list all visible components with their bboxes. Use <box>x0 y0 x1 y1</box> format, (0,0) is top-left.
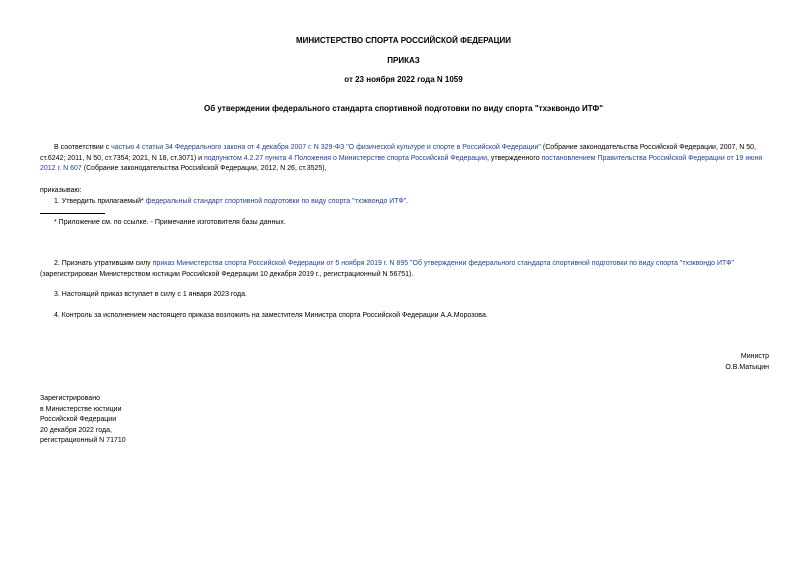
signature-position: Министр <box>740 353 769 360</box>
preamble-text-4: (Собрание законодательства Российской Федерации, 2012, N 26, ст.3525), <box>81 165 327 173</box>
order-item-3: 3. Настоящий приказ вступает в силу с 1 января 2023 года. <box>54 291 247 298</box>
law-329-link[interactable]: частью 4 статьи 34 Федерального закона от 4 декабря 2007 г. N 329-ФЗ "О физической культуре и спорте в Российской Федерации" <box>111 144 541 151</box>
footnote: * Приложение см. по ссылке. - Примечание изготовителя базы данных. <box>54 219 286 226</box>
item1-text-1: 1. Утвердить прилагаемый* <box>54 198 146 205</box>
date-number-heading: от 23 ноября 2022 года N 1059 <box>344 75 463 84</box>
footnote-separator <box>40 213 105 214</box>
registration-line-3: Российской Федерации <box>40 416 117 424</box>
order-item-1 <box>54 197 408 208</box>
registration-line-4: 20 декабря 2022 года, <box>40 426 112 434</box>
registration-block <box>40 394 126 447</box>
registration-line-2: в Министерстве юстиции <box>40 405 122 413</box>
item2-text-2: (зарегистрирован Министерством юстиции Российской Федерации 10 декабря 2019 г., регистрационный N 56751). <box>40 270 414 278</box>
registration-line-1: Зарегистрировано <box>40 395 100 402</box>
order-item-4: 4. Контроль за исполнением настоящего приказа возложить на заместителя Министра спорта Российской Федерации А.А.Морозова. <box>54 312 488 319</box>
repealed-order-link[interactable]: приказ Министерства спорта Российской Федерации от 5 ноября 2019 г. N 895 "Об утверждении федерального стандарта спортивной подготовки по виду спорта "тхэквондо ИТФ" <box>152 260 734 267</box>
order-item-2 <box>40 259 770 280</box>
preamble-text-1: В соответствии с <box>54 144 112 151</box>
preamble-paragraph <box>40 143 770 175</box>
item1-text-2: . <box>406 198 409 205</box>
federal-standard-link[interactable]: федеральный стандарт спортивной подготовки по виду спорта "тхэквондо ИТФ" <box>145 198 407 205</box>
document-title: Об утверждении федерального стандарта спортивной подготовки по виду спорта "тхэквондо ИТФ" <box>203 104 604 113</box>
doc-type-heading: ПРИКАЗ <box>387 56 420 65</box>
ministry-heading: МИНИСТЕРСТВО СПОРТА РОССИЙСКОЙ ФЕДЕРАЦИИ <box>295 36 512 45</box>
registration-line-5: регистрационный N 71710 <box>40 437 126 445</box>
item2-text-1: 2. Признать утратившим силу <box>54 260 153 267</box>
preamble-text-3: , утвержденного <box>487 154 542 162</box>
order-word: приказываю: <box>40 187 82 194</box>
preamble-text-2: (Собрание законодательства Российской Федерации, 2007, N 50, ст.6242; 2011, N 50, ст.7354; 2021, N 18, ст.3071) и <box>40 144 757 162</box>
signature-name: О.В.Матыцин <box>725 364 769 371</box>
ministry-regulation-link[interactable]: подпунктом 4.2.27 пункта 4 Положения о Министерстве спорта Российской Федерации <box>204 154 488 162</box>
government-resolution-link[interactable]: постановлением Правительства Российской Федерации от 19 июня 2012 г. N 607 <box>40 154 763 173</box>
